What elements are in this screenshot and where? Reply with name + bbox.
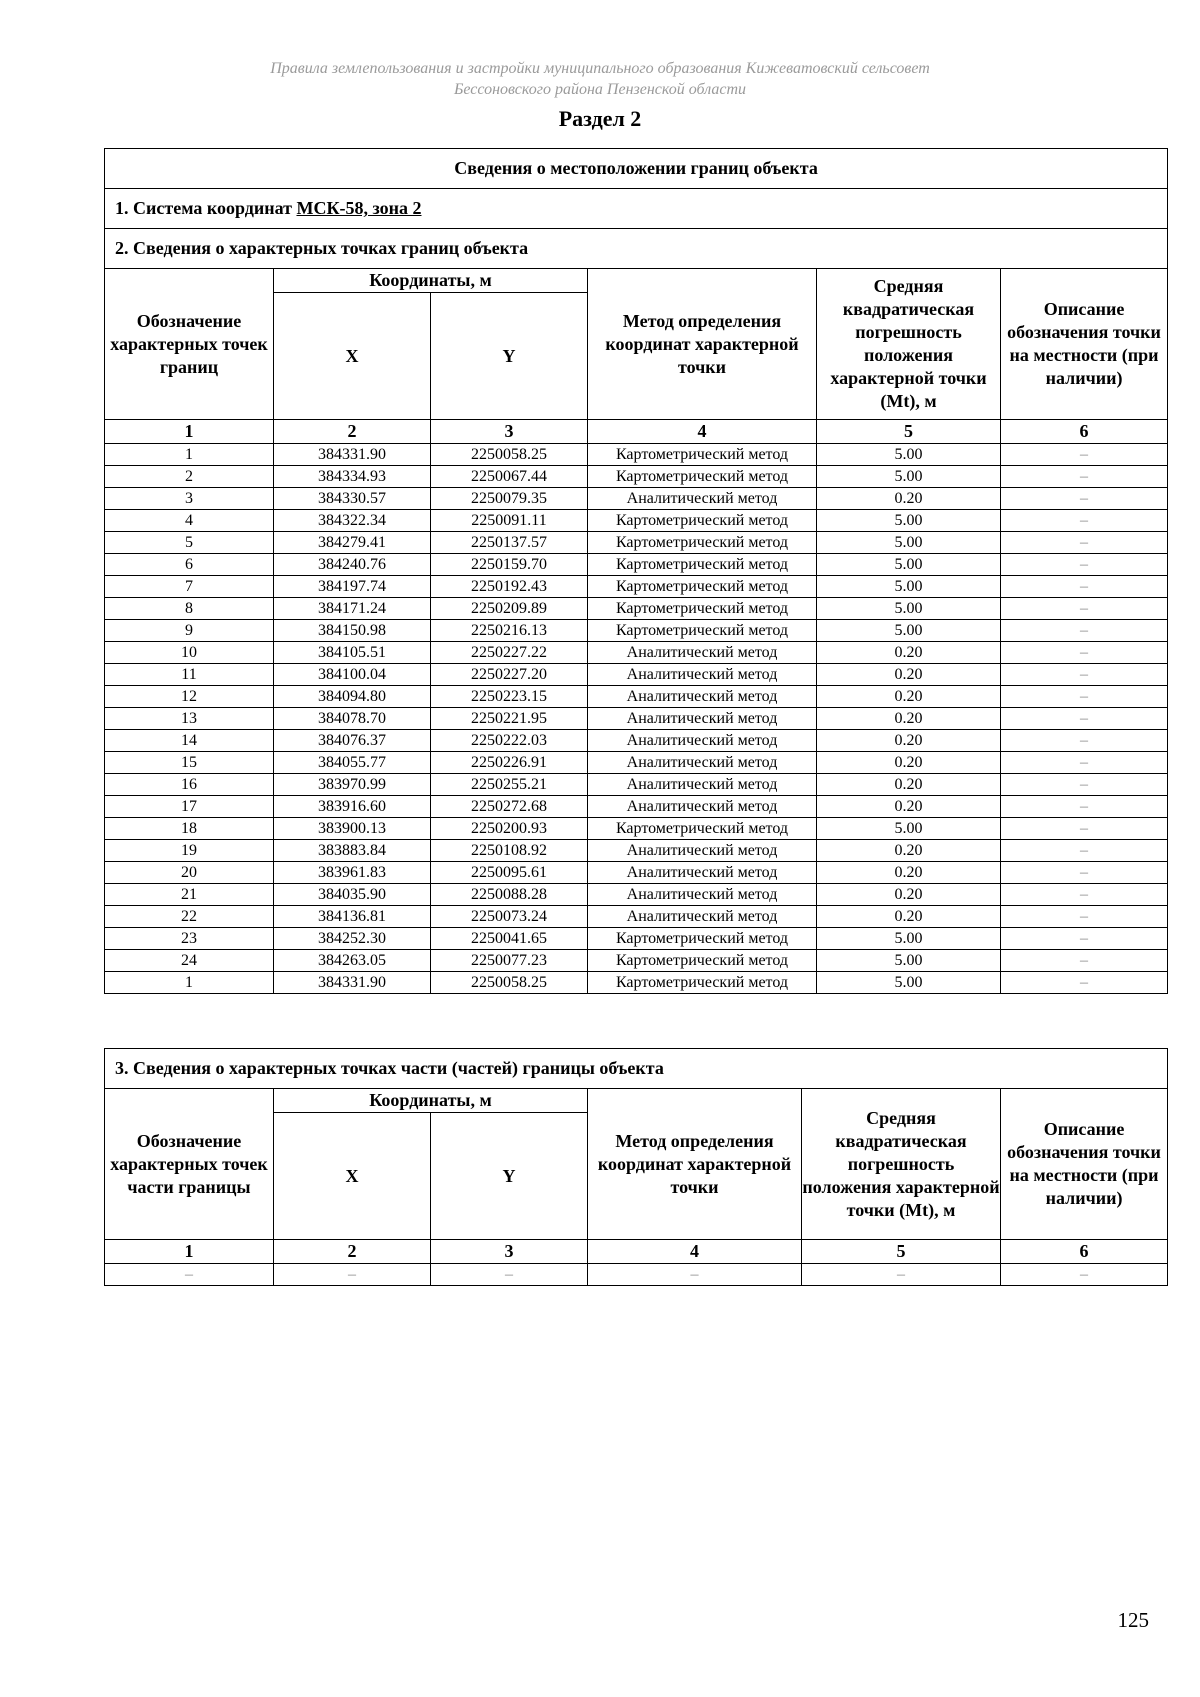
y-coordinate-cell: 2250058.25: [431, 972, 588, 994]
error-cell: 0.20: [817, 796, 1001, 818]
y-coordinate-cell: 2250077.23: [431, 950, 588, 972]
table-title-row: [105, 149, 1168, 189]
point-number-cell: 4: [105, 510, 274, 532]
error-cell: 0.20: [817, 730, 1001, 752]
description-cell: –: [1001, 862, 1168, 884]
table-row: [105, 972, 1168, 994]
y-coordinate-cell: –: [431, 1264, 588, 1286]
point-number-cell: 1: [105, 444, 274, 466]
x-coordinate-cell: 384035.90: [274, 884, 431, 906]
point-number-cell: 5: [105, 532, 274, 554]
description-cell: –: [1001, 796, 1168, 818]
x-coordinate-cell: 384136.81: [274, 906, 431, 928]
table-row: [105, 576, 1168, 598]
method-cell: Картометрический метод: [588, 466, 817, 488]
description-cell: –: [1001, 686, 1168, 708]
column-number: 2: [274, 1240, 431, 1264]
x-coordinate-cell: 384105.51: [274, 642, 431, 664]
table-row: [105, 950, 1168, 972]
x-coordinate-cell: 384334.93: [274, 466, 431, 488]
error-cell: 0.20: [817, 884, 1001, 906]
error-cell: 0.20: [817, 488, 1001, 510]
y-coordinate-cell: 2250108.92: [431, 840, 588, 862]
table-row: [105, 928, 1168, 950]
y-coordinate-cell: 2250095.61: [431, 862, 588, 884]
error-cell: 5.00: [817, 950, 1001, 972]
y-coordinate-cell: 2250192.43: [431, 576, 588, 598]
column-number: 1: [105, 1240, 274, 1264]
y-coordinate-cell: 2250067.44: [431, 466, 588, 488]
x-coordinate-cell: 383900.13: [274, 818, 431, 840]
description-cell: –: [1001, 488, 1168, 510]
y-coordinate-cell: 2250073.24: [431, 906, 588, 928]
method-cell: Картометрический метод: [588, 598, 817, 620]
method-cell: Картометрический метод: [588, 818, 817, 840]
point-number-cell: 15: [105, 752, 274, 774]
column-number: 6: [1001, 420, 1168, 444]
point-number-cell: 7: [105, 576, 274, 598]
point-number-cell: 9: [105, 620, 274, 642]
description-cell: –: [1001, 906, 1168, 928]
error-cell: 5.00: [817, 972, 1001, 994]
y-coordinate-cell: 2250227.22: [431, 642, 588, 664]
x-coordinate-cell: 384094.80: [274, 686, 431, 708]
method-cell: Аналитический метод: [588, 774, 817, 796]
y-coordinate-cell: 2250200.93: [431, 818, 588, 840]
x-coordinate-cell: 384078.70: [274, 708, 431, 730]
table-row: [105, 620, 1168, 642]
column-number: 3: [431, 420, 588, 444]
point-number-cell: 8: [105, 598, 274, 620]
y-coordinate-cell: 2250041.65: [431, 928, 588, 950]
x-coordinate-cell: 384055.77: [274, 752, 431, 774]
table-row: [105, 488, 1168, 510]
y-coordinate-cell: 2250216.13: [431, 620, 588, 642]
error-cell: 0.20: [817, 642, 1001, 664]
description-cell: –: [1001, 554, 1168, 576]
y-coordinate-cell: 2250091.11: [431, 510, 588, 532]
description-cell: –: [1001, 444, 1168, 466]
document-header-note: [0, 58, 1200, 100]
column-number: 6: [1001, 1240, 1168, 1264]
description-cell: –: [1001, 818, 1168, 840]
point-number-cell: 1: [105, 972, 274, 994]
point-number-cell: 21: [105, 884, 274, 906]
section-title: Раздел 2: [558, 106, 642, 131]
description-cell: –: [1001, 708, 1168, 730]
table-row: [105, 686, 1168, 708]
table-row: [105, 796, 1168, 818]
method-cell: Аналитический метод: [588, 862, 817, 884]
method-cell: Аналитический метод: [588, 752, 817, 774]
method-cell: Картометрический метод: [588, 576, 817, 598]
table-title: Сведения о местоположении границ объекта: [105, 149, 1168, 189]
y-coordinate-cell: 2250223.15: [431, 686, 588, 708]
header-error: Средняя квадратическая погрешность положения характерной точки (Mt), м: [802, 1089, 1001, 1240]
x-coordinate-cell: 383961.83: [274, 862, 431, 884]
error-cell: 5.00: [817, 928, 1001, 950]
point-number-cell: 24: [105, 950, 274, 972]
y-coordinate-cell: 2250221.95: [431, 708, 588, 730]
description-cell: –: [1001, 730, 1168, 752]
y-coordinate-cell: 2250227.20: [431, 664, 588, 686]
x-coordinate-cell: 384240.76: [274, 554, 431, 576]
description-cell: –: [1001, 774, 1168, 796]
table-row: [105, 554, 1168, 576]
point-number-cell: 23: [105, 928, 274, 950]
description-cell: –: [1001, 884, 1168, 906]
table-row: [105, 466, 1168, 488]
x-coordinate-cell: 384150.98: [274, 620, 431, 642]
x-coordinate-cell: 383883.84: [274, 840, 431, 862]
header-designation: Обозначение характерных точек границ: [105, 269, 274, 420]
error-cell: 5.00: [817, 554, 1001, 576]
point-number-cell: 18: [105, 818, 274, 840]
column-number: 5: [802, 1240, 1001, 1264]
point-number-cell: 20: [105, 862, 274, 884]
description-cell: –: [1001, 972, 1168, 994]
error-cell: 5.00: [817, 818, 1001, 840]
y-coordinate-cell: 2250209.89: [431, 598, 588, 620]
table-row: [105, 664, 1168, 686]
points-section-row: [105, 229, 1168, 269]
x-coordinate-cell: 383970.99: [274, 774, 431, 796]
coord-system-label: 1. Система координат: [115, 198, 292, 218]
page-number: 125: [1117, 1608, 1149, 1632]
table-row: [105, 752, 1168, 774]
column-number: 4: [588, 1240, 802, 1264]
header-y: Y: [431, 1113, 588, 1240]
x-coordinate-cell: 384331.90: [274, 444, 431, 466]
header-row: [105, 1089, 1168, 1113]
header-description: Описание обозначения точки на местности (при наличии): [1001, 269, 1168, 420]
table-row: [105, 862, 1168, 884]
description-cell: –: [1001, 576, 1168, 598]
description-cell: –: [1001, 752, 1168, 774]
header-method: Метод определения координат характерной точки: [588, 1089, 802, 1240]
method-cell: –: [588, 1264, 802, 1286]
header-x: X: [274, 293, 431, 420]
column-numbers-row: [105, 420, 1168, 444]
method-cell: Картометрический метод: [588, 972, 817, 994]
header-y: Y: [431, 293, 588, 420]
coord-system-row: [105, 189, 1168, 229]
point-number-cell: 12: [105, 686, 274, 708]
y-coordinate-cell: 2250137.57: [431, 532, 588, 554]
error-cell: 5.00: [817, 444, 1001, 466]
description-cell: –: [1001, 1264, 1168, 1286]
y-coordinate-cell: 2250079.35: [431, 488, 588, 510]
error-cell: 5.00: [817, 466, 1001, 488]
column-number: 2: [274, 420, 431, 444]
table-row: [105, 532, 1168, 554]
point-number-cell: 13: [105, 708, 274, 730]
description-cell: –: [1001, 928, 1168, 950]
description-cell: –: [1001, 840, 1168, 862]
point-number-cell: 22: [105, 906, 274, 928]
method-cell: Аналитический метод: [588, 686, 817, 708]
table-row: [105, 730, 1168, 752]
error-cell: 0.20: [817, 840, 1001, 862]
x-coordinate-cell: 384263.05: [274, 950, 431, 972]
y-coordinate-cell: 2250058.25: [431, 444, 588, 466]
part-section-row: [105, 1049, 1168, 1089]
header-coords: Координаты, м: [274, 269, 588, 293]
error-cell: 5.00: [817, 620, 1001, 642]
header-note-line-1: Правила землепользования и застройки муниципального образования Кижеватовский сельсовет: [270, 60, 930, 77]
description-cell: –: [1001, 510, 1168, 532]
method-cell: Аналитический метод: [588, 796, 817, 818]
points-section-title: 2. Сведения о характерных точках границ объекта: [105, 229, 1168, 269]
x-coordinate-cell: 384100.04: [274, 664, 431, 686]
point-number-cell: 6: [105, 554, 274, 576]
error-cell: 5.00: [817, 510, 1001, 532]
column-numbers-row: [105, 1240, 1168, 1264]
description-cell: –: [1001, 532, 1168, 554]
boundary-points-table: [104, 148, 1168, 994]
method-cell: Аналитический метод: [588, 708, 817, 730]
table-row: [105, 642, 1168, 664]
column-number: 4: [588, 420, 817, 444]
table-row: [105, 708, 1168, 730]
error-cell: 0.20: [817, 774, 1001, 796]
header-designation: Обозначение характерных точек части границы: [105, 1089, 274, 1240]
point-number-cell: –: [105, 1264, 274, 1286]
table-row: [105, 818, 1168, 840]
x-coordinate-cell: 384076.37: [274, 730, 431, 752]
method-cell: Аналитический метод: [588, 840, 817, 862]
error-cell: 0.20: [817, 664, 1001, 686]
column-number: 3: [431, 1240, 588, 1264]
error-cell: 0.20: [817, 906, 1001, 928]
x-coordinate-cell: 384171.24: [274, 598, 431, 620]
header-coords: Координаты, м: [274, 1089, 588, 1113]
table-row: [105, 510, 1168, 532]
point-number-cell: 3: [105, 488, 274, 510]
header-row: [105, 269, 1168, 293]
header-error: Средняя квадратическая погрешность положения характерной точки (Mt), м: [817, 269, 1001, 420]
point-number-cell: 16: [105, 774, 274, 796]
x-coordinate-cell: 384330.57: [274, 488, 431, 510]
method-cell: Картометрический метод: [588, 950, 817, 972]
point-number-cell: 10: [105, 642, 274, 664]
header-x: X: [274, 1113, 431, 1240]
x-coordinate-cell: 384279.41: [274, 532, 431, 554]
table-row: [105, 906, 1168, 928]
y-coordinate-cell: 2250088.28: [431, 884, 588, 906]
x-coordinate-cell: 384252.30: [274, 928, 431, 950]
error-cell: 0.20: [817, 862, 1001, 884]
table-row: [105, 774, 1168, 796]
point-number-cell: 11: [105, 664, 274, 686]
column-number: 5: [817, 420, 1001, 444]
table-row: [105, 444, 1168, 466]
y-coordinate-cell: 2250226.91: [431, 752, 588, 774]
x-coordinate-cell: –: [274, 1264, 431, 1286]
error-cell: 5.00: [817, 598, 1001, 620]
method-cell: Аналитический метод: [588, 642, 817, 664]
header-method: Метод определения координат характерной точки: [588, 269, 817, 420]
description-cell: –: [1001, 466, 1168, 488]
method-cell: Картометрический метод: [588, 620, 817, 642]
method-cell: Картометрический метод: [588, 928, 817, 950]
error-cell: –: [802, 1264, 1001, 1286]
description-cell: –: [1001, 950, 1168, 972]
coord-system-value: МСК-58, зона 2: [296, 198, 422, 218]
header-description: Описание обозначения точки на местности (при наличии): [1001, 1089, 1168, 1240]
method-cell: Картометрический метод: [588, 444, 817, 466]
table-row: [105, 884, 1168, 906]
table-row: [105, 840, 1168, 862]
method-cell: Аналитический метод: [588, 488, 817, 510]
method-cell: Аналитический метод: [588, 906, 817, 928]
description-cell: –: [1001, 664, 1168, 686]
y-coordinate-cell: 2250222.03: [431, 730, 588, 752]
part-section-title: 3. Сведения о характерных точках части (частей) границы объекта: [105, 1049, 1168, 1089]
table-row: [105, 1264, 1168, 1286]
point-number-cell: 19: [105, 840, 274, 862]
error-cell: 0.20: [817, 708, 1001, 730]
y-coordinate-cell: 2250272.68: [431, 796, 588, 818]
method-cell: Аналитический метод: [588, 664, 817, 686]
x-coordinate-cell: 384197.74: [274, 576, 431, 598]
point-number-cell: 17: [105, 796, 274, 818]
description-cell: –: [1001, 620, 1168, 642]
point-number-cell: 2: [105, 466, 274, 488]
error-cell: 0.20: [817, 752, 1001, 774]
point-number-cell: 14: [105, 730, 274, 752]
error-cell: 5.00: [817, 576, 1001, 598]
table-row: [105, 598, 1168, 620]
x-coordinate-cell: 383916.60: [274, 796, 431, 818]
method-cell: Картометрический метод: [588, 510, 817, 532]
column-number: 1: [105, 420, 274, 444]
description-cell: –: [1001, 598, 1168, 620]
method-cell: Аналитический метод: [588, 730, 817, 752]
method-cell: Картометрический метод: [588, 554, 817, 576]
x-coordinate-cell: 384322.34: [274, 510, 431, 532]
header-note-line-2: Бессоновского района Пензенской области: [453, 81, 747, 98]
method-cell: Аналитический метод: [588, 884, 817, 906]
y-coordinate-cell: 2250255.21: [431, 774, 588, 796]
x-coordinate-cell: 384331.90: [274, 972, 431, 994]
description-cell: –: [1001, 642, 1168, 664]
error-cell: 0.20: [817, 686, 1001, 708]
y-coordinate-cell: 2250159.70: [431, 554, 588, 576]
error-cell: 5.00: [817, 532, 1001, 554]
method-cell: Картометрический метод: [588, 532, 817, 554]
part-boundary-points-table: [104, 1048, 1168, 1286]
